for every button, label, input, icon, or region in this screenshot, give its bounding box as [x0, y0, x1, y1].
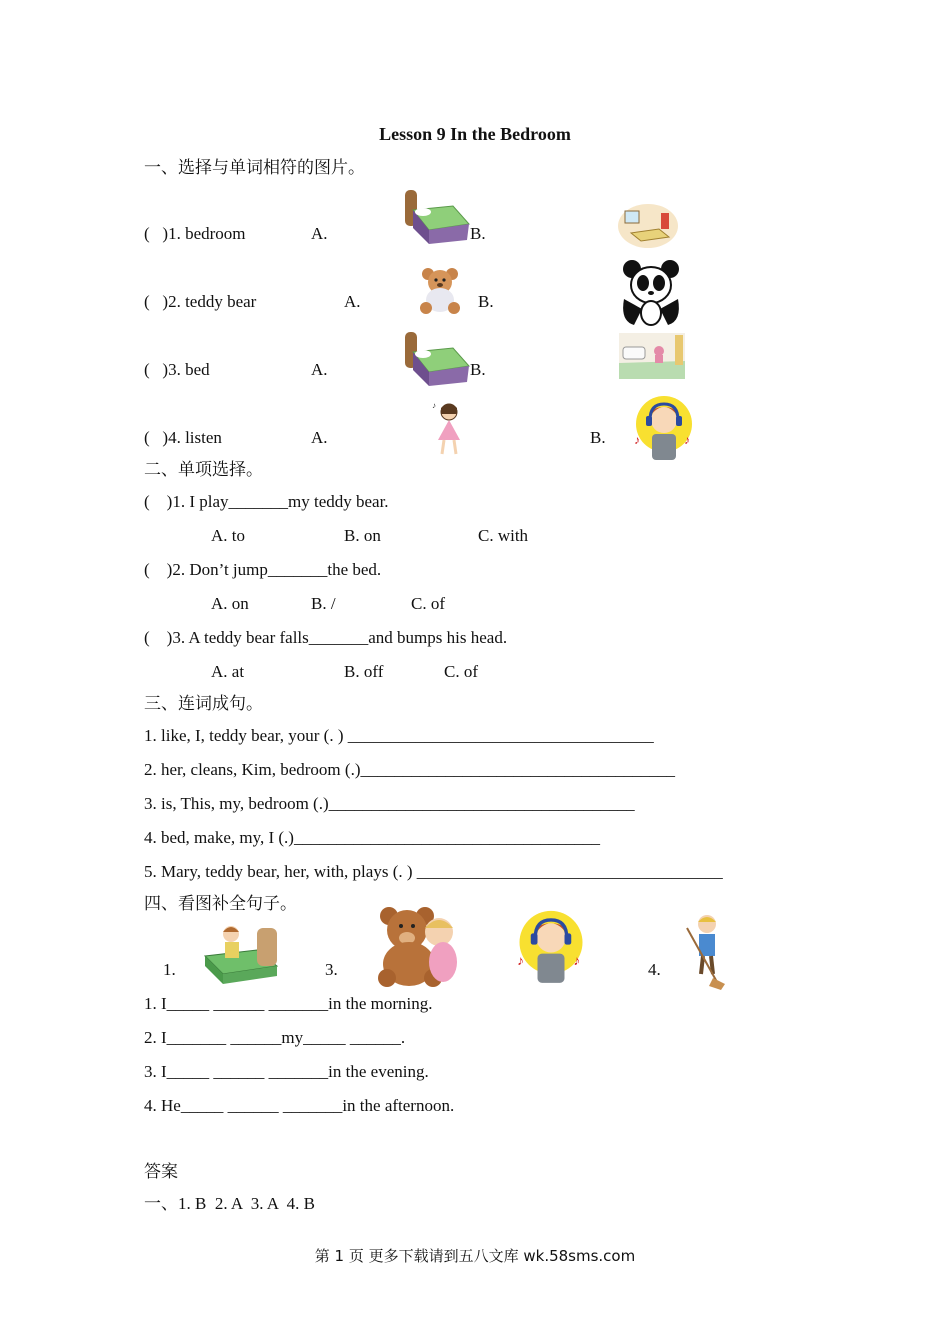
section3-heading: 三、连词成句。	[144, 694, 263, 713]
s4-sentence4: 4. He_____ ______ _______in the afternoon.	[144, 1096, 455, 1115]
s1-item4-option-b: B.	[590, 428, 606, 447]
s3-line2: 2. her, cleans, Kim, bedroom (.)_____________________________________	[144, 760, 675, 779]
page-footer: 第 1 页 更多下载请到五八文库 wk.58sms.com	[314, 1247, 636, 1265]
s3-line4: 4. bed, make, my, I (.)____________________________________	[144, 828, 600, 847]
s3-line1: 1. like, I, teddy bear, your (. ) ____________________________________	[144, 726, 654, 745]
section4-heading: 四、看图补全句子。	[144, 894, 297, 913]
child-with-teddy-icon	[375, 902, 461, 988]
s2-q3-option-a: A. at	[211, 662, 245, 681]
s1-item3-option-b: B.	[470, 360, 486, 379]
teddy-bear-icon	[418, 266, 462, 314]
svg-text:♪: ♪	[573, 952, 581, 968]
s1-item1-option-a: A.	[311, 224, 328, 243]
s1-item3-option-a: A.	[311, 360, 328, 379]
s1-item4-option-a: A.	[311, 428, 328, 447]
s1-item3: ( )3. bed	[144, 360, 210, 379]
bedroom-icon	[617, 203, 679, 249]
s2-q2-option-c: C. of	[411, 594, 445, 613]
s4-label4: 4.	[648, 960, 661, 979]
s2-q1-option-c: C. with	[478, 526, 529, 545]
bed-icon	[403, 330, 471, 388]
s1-item1: ( )1. bedroom	[144, 224, 246, 243]
s4-label3: 3.	[325, 960, 338, 979]
s2-q2-option-a: A. on	[211, 594, 249, 613]
s3-line5: 5. Mary, teddy bear, her, with, plays (. ) ____________________________________	[144, 862, 723, 881]
section2-heading: 二、单项选择。	[144, 460, 263, 479]
svg-text:♪: ♪	[432, 401, 436, 410]
s1-item2-option-a: A.	[344, 292, 361, 311]
s2-q2: ( )2. Don’t jump_______the bed.	[144, 560, 382, 579]
s4-sentence2: 2. I_______ ______my_____ ______.	[144, 1028, 406, 1047]
boy-headphones-icon	[515, 908, 587, 988]
s2-q1-option-b: B. on	[344, 526, 381, 545]
s2-q1: ( )1. I play_______my teddy bear.	[144, 492, 389, 511]
svg-text:♪: ♪	[684, 433, 690, 447]
s3-line3: 3. is, This, my, bedroom (.)____________________________________	[144, 794, 635, 813]
bathroom-icon	[619, 333, 685, 379]
s1-item2-option-b: B.	[478, 292, 494, 311]
page-title: Lesson 9 In the Bedroom	[379, 124, 571, 144]
boy-making-bed-icon	[201, 920, 281, 986]
panda-icon	[620, 259, 682, 327]
s1-item2: ( )2. teddy bear	[144, 292, 257, 311]
boy-headphones-icon	[632, 394, 696, 464]
boy-sweeping-icon	[683, 912, 735, 992]
girl-dancing-icon	[432, 400, 466, 456]
s4-sentence1: 1. I_____ ______ _______in the morning.	[144, 994, 433, 1013]
s1-item4: ( )4. listen	[144, 428, 222, 447]
s1-item1-option-b: B.	[470, 224, 486, 243]
s2-q3: ( )3. A teddy bear falls_______and bumps his head.	[144, 628, 508, 647]
s4-sentence3: 3. I_____ ______ _______in the evening.	[144, 1062, 429, 1081]
answers-heading: 答案	[144, 1162, 178, 1181]
s2-q3-option-b: B. off	[344, 662, 384, 681]
s4-label1: 1.	[163, 960, 176, 979]
s2-q3-option-c: C. of	[444, 662, 478, 681]
svg-text:♪: ♪	[517, 952, 524, 968]
s2-q2-option-b: B. /	[311, 594, 336, 613]
s2-q1-option-a: A. to	[211, 526, 245, 545]
section1-heading: 一、选择与单词相符的图片。	[144, 158, 365, 177]
bed-icon	[403, 188, 471, 246]
svg-text:♪: ♪	[634, 433, 640, 447]
answers-line1: 一、1. B 2. A 3. A 4. B	[144, 1194, 315, 1213]
